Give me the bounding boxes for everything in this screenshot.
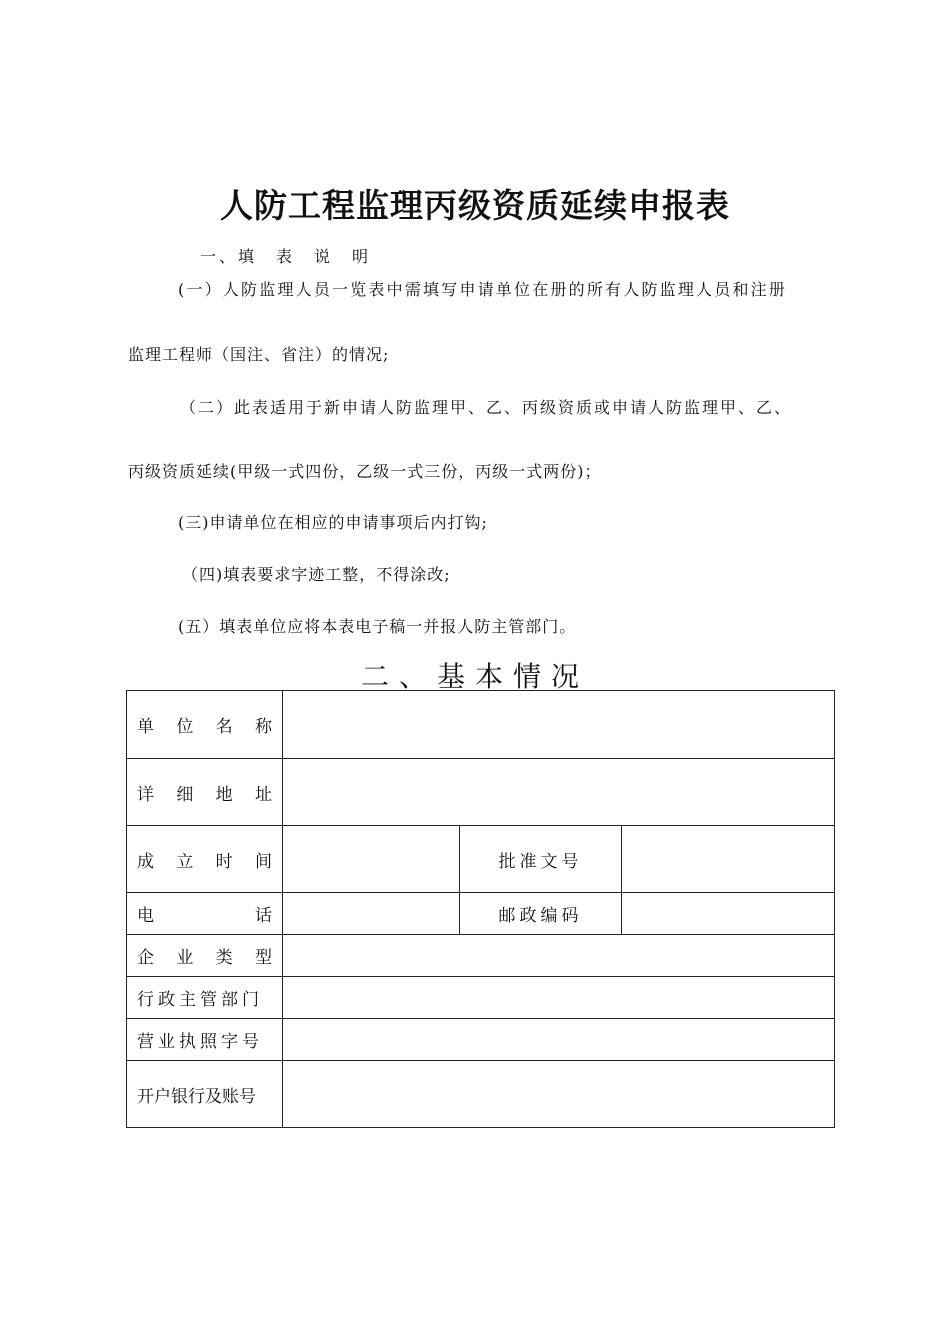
approval-no-field[interactable] <box>622 826 835 893</box>
bank-account-field[interactable] <box>283 1061 835 1128</box>
license-no-field[interactable] <box>283 1019 835 1061</box>
instruction-item-3: (三)申请单位在相应的申请事项后内打钩; <box>178 513 488 532</box>
label-char: 时 <box>215 851 233 872</box>
unit-name-label <box>127 691 283 759</box>
label-char: 地 <box>215 784 233 805</box>
instruction-item-1-line-2: 监理工程师（国注、省注）的情况; <box>128 345 390 364</box>
table-row <box>127 759 835 826</box>
table-row <box>127 691 835 759</box>
label-char: 位 <box>176 717 194 737</box>
instruction-item-5: (五）填表单位应将本表电子稿一并报人防主管部门。 <box>178 617 577 636</box>
basic-info-heading: 二、基本情况 <box>360 660 589 693</box>
phone-label <box>127 893 283 935</box>
table-row <box>127 1019 835 1061</box>
label-char: 立 <box>176 851 194 872</box>
table-row <box>127 977 835 1019</box>
admin-dept-label: 行政主管部门 <box>127 977 283 1019</box>
table-row <box>127 935 835 977</box>
instruction-item-2-line-1: （二）此表适用于新申请人防监理甲、乙、丙级资质或申请人防监理甲、乙、 <box>180 398 793 417</box>
instruction-item-1-line-1: (一）人防监理人员一览表中需填写申请单位在册的所有人防监理人员和注册 <box>178 280 788 299</box>
license-no-label: 营业执照字号 <box>127 1019 283 1061</box>
table-row <box>127 893 835 935</box>
instruction-item-4: （四)填表要求字迹工整，不得涂改; <box>182 565 451 584</box>
phone-label-text <box>137 901 282 926</box>
label-char: 话 <box>255 906 272 926</box>
enterprise-type-label <box>127 935 283 977</box>
admin-dept-field[interactable] <box>283 977 835 1019</box>
basic-info-table <box>126 690 835 1128</box>
label-char: 类 <box>215 948 233 968</box>
instructions-heading: 一、填 表 说 明 <box>200 247 372 266</box>
label-char: 称 <box>254 717 272 737</box>
label-char: 型 <box>254 948 272 968</box>
label-char: 成 <box>137 851 154 872</box>
label-char: 址 <box>254 784 272 805</box>
enterprise-type-label-text <box>137 943 282 968</box>
bank-account-label: 开户银行及账号 <box>127 1061 283 1128</box>
unit-name-label-text <box>137 712 282 737</box>
address-field[interactable] <box>283 759 835 826</box>
instruction-item-2-line-2: 丙级资质延续(甲级一式四份，乙级一式三份，丙级一式两份)； <box>128 462 602 481</box>
founded-label <box>127 826 283 893</box>
label-char: 业 <box>176 948 194 968</box>
founded-field[interactable] <box>283 826 460 893</box>
postal-code-field[interactable] <box>622 893 835 935</box>
label-char: 单 <box>137 717 154 737</box>
postal-code-label: 邮政编码 <box>460 893 622 935</box>
founded-label-text <box>137 847 282 872</box>
address-label <box>127 759 283 826</box>
label-char: 名 <box>215 717 233 737</box>
label-char: 企 <box>137 948 154 968</box>
address-label-text <box>137 780 282 805</box>
enterprise-type-field[interactable] <box>283 935 835 977</box>
table-row <box>127 826 835 893</box>
page-title: 人防工程监理丙级资质延续申报表 <box>220 186 730 225</box>
label-char: 详 <box>137 784 154 805</box>
table-row <box>127 1061 835 1128</box>
phone-field[interactable] <box>283 893 460 935</box>
approval-no-label: 批准文号 <box>460 826 622 893</box>
label-char: 间 <box>254 851 272 872</box>
label-char: 电 <box>137 906 154 926</box>
label-char: 细 <box>176 784 194 805</box>
unit-name-field[interactable] <box>283 691 835 759</box>
